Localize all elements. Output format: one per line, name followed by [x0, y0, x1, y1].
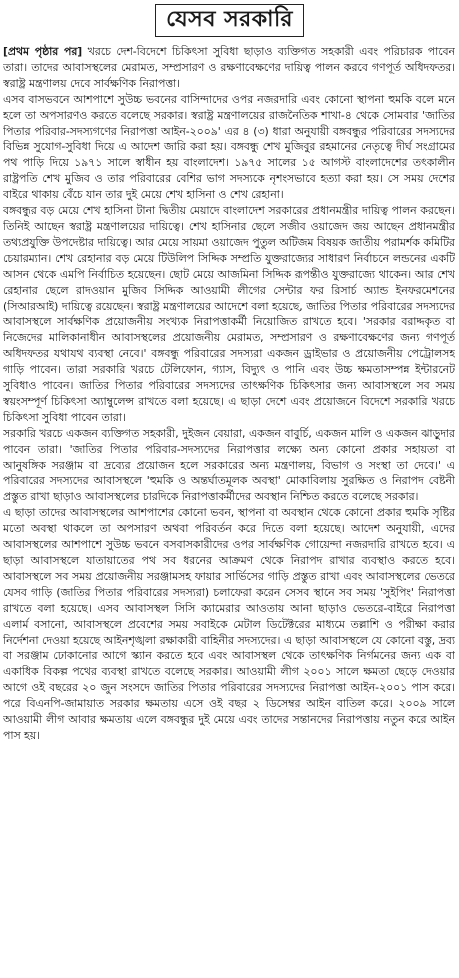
- article-body: [3, 44, 455, 974]
- article-paragraph: এসব বাসভবনে আশপাশে সুউচ্চ ভবনের বাসিন্দাদের ওপর নজরদারি এবং কোনো স্থাপনা হুমকি বলে মনে হলে তা অপসারণও করতে বলেছে সরকার। স্বরাষ্ট্র মন্ত্রণালয়ের রাজনৈতিক শাখা-৪ থেকে সোমবার 'জাতির পিতার পরিবার-সদস্যগণের নিরাপত্তা আইন-২০০৯' এর ৪ (৩) ধারা অনুযায়ী বঙ্গবন্ধুর পরিবারের সদস্যদের বিভিন্ন সুযোগ-সুবিধা দিয়ে এ আদেশ জারি করা হয়। বঙ্গবন্ধু শেখ মুজিবুর রহমানের নেতৃত্বে দীর্ঘ সংগ্রামের পথ পাড়ি দিয়ে ১৯৭১ সালে স্বাধীন হয় বাংলাদেশ। ১৯৭৫ সালের ১৫ আগস্ট বাংলাদেশের তৎকালীন রাষ্ট্রপতি শেখ মুজিব ও তার পরিবারের বেশির ভাগ সদস্যকে নৃশংসভাবে হত্যা করা হয়। সে সময় দেশের বাইরে থাকায় বেঁচে যান তার দুই মেয়ে শেখ হাসিনা ও শেখ রেহানা।: [3, 92, 455, 202]
- article-paragraph: বঙ্গবন্ধুর বড় মেয়ে শেখ হাসিনা টানা দ্বিতীয় মেয়াদে বাংলাদেশ সরকারের প্রধানমন্ত্রীর দায়িত্ব পালন করছেন। তিনিই আছেন স্বরাষ্ট্র মন্ত্রণালয়ের দায়িত্বে। শেখ হাসিনার ছেলে সজীব ওয়াজেদ জয় আছেন প্রধানমন্ত্রীর তথ্যপ্রযুক্তি উপদেষ্টার দায়িত্বে। আর মেয়ে সায়মা ওয়াজেদ পুতুল অটিজম বিষয়ক জাতীয় পরামর্শক কমিটির চেয়ারম্যান। শেখ রেহানার বড় মেয়ে টিউলিপ সিদ্দিক সম্প্রতি যুক্তরাজ্যের সাধারণ নির্বাচনে লন্ডনের একটি আসন থেকে এমপি নির্বাচিত হয়েছেন। ছোট মেয়ে আজমিনা সিদ্দিক রূপন্তীও যুক্তরাজ্যে থাকেন। আর শেখ রেহানার ছেলে রাদওয়ান মুজিব সিদ্দিক আওয়ামী লীগের সেন্টার ফর রিসার্চ অ্যান্ড ইনফরমেশনের (সিআরআই) দায়িত্বে রয়েছেন। স্বরাষ্ট্র মন্ত্রণালয়ের আদেশে বলা হয়েছে, জাতির পিতার পরিবারের সদস্যদের আবাসস্থলে সার্বক্ষণিক প্রয়োজনীয় সংখ্যক নিরাপত্তাকর্মী নিয়োজিত রাখতে হবে। 'সরকার বরাদ্দকৃত বা নিজেদের মালিকানাধীন আবাসস্থলের প্রয়োজনীয় মেরামত, সম্প্রসারণ ও রক্ষণাবেক্ষণের জন্য গণপূর্ত অধিদফতর যথাযথ ব্যবস্থা নেবে।' বঙ্গবন্ধু পরিবারের সদস্যরা একজন ড্রাইভার ও প্রয়োজনীয় পেট্রোলসহ গাড়ি পাবেন। তারা সরকারি খরচে টেলিফোন, গ্যাস, বিদ্যুৎ ও পানি এবং উচ্চ ক্ষমতাসম্পন্ন ইন্টারনেট সুবিধাও পাবেন। জাতির পিতার পরিবারের সদস্যদের তাৎক্ষণিক চিকিৎসার জন্য আবাসস্থলে সব সময় স্বয়ংসম্পূর্ণ চিকিৎসা অ্যাম্বুলেন্স রাখতে বলা হয়েছে। এ ছাড়া দেশে এবং প্রয়োজনে বিদেশে সরকারি খরচে চিকিৎসা সুবিধা পাবেন তারা।: [3, 204, 455, 424]
- article-paragraph: এ ছাড়া তাদের আবাসস্থলের আশপাশের কোনো ভবন, স্থাপনা বা অবস্থান থেকে কোনো প্রকার হুমকি সৃষ্টির মতো অবস্থা থাকলে তা অপসারণ অথবা পরিবর্তন করে দিতে বলা হয়েছে। আদেশ অনুযায়ী, এদের আবাসস্থলের আশপাশে সুউচ্চ ভবনে বসবাসকারীদের ওপর সার্বক্ষণিক গোয়েন্দা নজরদারি রাখতে হবে। এ ছাড়া আবাসস্থলে যাতায়াতের পথ সব ধরনের আক্রমণ থেকে নিরাপদ রাখার ব্যবস্থাও করতে হবে। আবাসস্থলে সব সময় প্রয়োজনীয় সরঞ্জামসহ ফায়ার সার্ভিসের গাড়ি প্রস্তুত রাখা এবং আবাসস্থলের ভেতরে যেসব গাড়ি (জাতির পিতার পরিবারের সদস্যরা) চলাফেরা করেন সেসব স্থানে সব সময় 'সুইপিং' নিরাপত্তা রাখতে বলা হয়েছে। এসব আবাসস্থল সিসি ক্যামেরার আওতায় আনা ছাড়াও ভেতরে-বাইরে নিরাপত্তা এলার্ম বসানো, আবাসস্থলে প্রবেশের সময় সবাইকে মেটাল ডিটেক্টরের মাধ্যমে তল্লাশি ও পরীক্ষা করার নির্দেশনা দেওয়া হয়েছে আইনশৃঙ্খলা রক্ষাকারী বাহিনীর সদস্যদের। এ ছাড়া আবাসস্থলে যে কোনো বস্তু, দ্রব্য বা সরঞ্জাম ঢোকানোর আগে স্ক্যান করতে হবে এবং আবাসস্থল থেকে তাৎক্ষণিক নির্গমনের জন্য এক বা একাধিক বিকল্প পথের ব্যবস্থা রাখতে বলেছে সরকার। আওয়ামী লীগ ২০০১ সালে ক্ষমতা ছেড়ে দেওয়ার আগে ওই বছরের ২০ জুন সংসদে জাতির পিতার পরিবারের সদস্যদের নিরাপত্তা আইন-২০০১ পাস করে। পরে বিএনপি-জামায়াত সরকার ক্ষমতায় এসে ওই বছর ২ ডিসেম্বর আইন বাতিল করে। ২০০৯ সালে আওয়ামী লীগ আবার ক্ষমতায় এলে বঙ্গবন্ধুর দুই মেয়ে এবং তাদের সন্তানদের নিরাপত্তায় নতুন করে আইন পাস হয়।: [3, 506, 455, 742]
- headline-container: [0, 0, 459, 40]
- lead-continuation-tag: [প্রথম পৃষ্ঠার পর]: [3, 45, 83, 58]
- article-paragraph: [3, 44, 455, 92]
- paragraph-text: খরচে দেশ-বিদেশে চিকিৎসা সুবিধা ছাড়াও ব্যক্তিগত সহকারী এবং পরিচারক পাবেন তারা। তাদের আবাসস্থলের মেরামত, সম্প্রসারণ ও রক্ষণাবেক্ষণের দায়িত্ব পালন করবে গণপূর্ত অধিদফতর। স্বরাষ্ট্র মন্ত্রণালয় দেবে সার্বক্ষণিক নিরাপত্তা।: [3, 45, 455, 90]
- headline: যেসব সরকারি: [155, 4, 304, 37]
- article-paragraph: সরকারি খরচে একজন ব্যক্তিগত সহকারী, দুইজন বেয়ারা, একজন বাবুর্চি, একজন মালি ও একজন ঝাড়ুদার পাবেন তারা। 'জাতির পিতার পরিবার-সদস্যদের নিরাপত্তার লক্ষ্যে অন্য কোনো প্রকার সহায়তা বা আনুষঙ্গিক সরঞ্জাম বা দ্রব্যের প্রয়োজন হলে সরকারের অন্য মন্ত্রণালয়, বিভাগ ও সংস্থা তা দেবে।' এ পরিবারের সদস্যদের আবাসস্থলে 'হুমকি ও অন্তর্ঘাতমূলক অবস্থা' মোকাবিলায় সুরক্ষিত ও নিরাপদ বেষ্টনী প্রস্তুত রাখা ছাড়াও আবাসস্থলের চারদিকে নিরাপত্তাকর্মীদের অবস্থান নিশ্চিত করতে বলেছে সরকার।: [3, 426, 455, 504]
